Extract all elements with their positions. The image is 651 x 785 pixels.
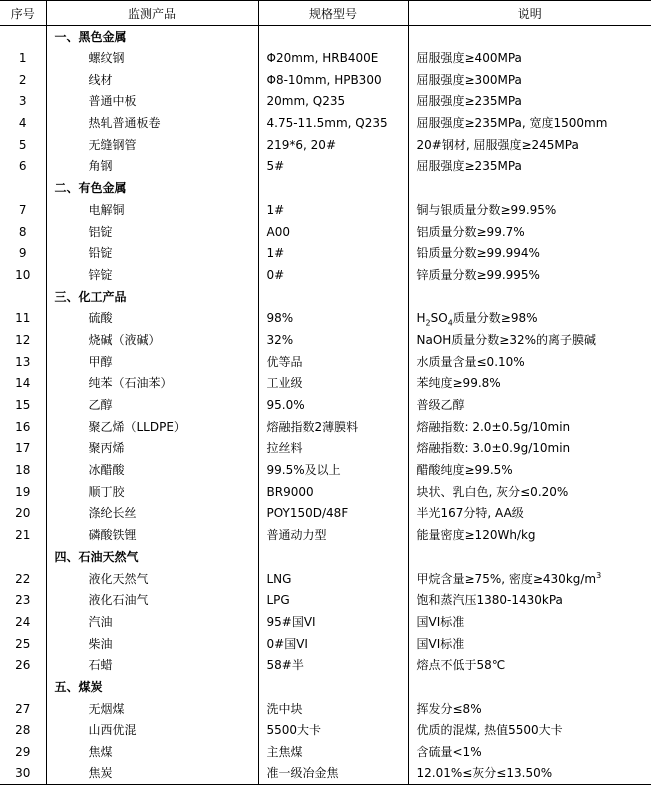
spec-model: 0#国VI <box>258 633 408 655</box>
section-spec-cell <box>258 177 408 199</box>
table-header-row <box>0 1 651 26</box>
spec-model: 1# <box>258 242 408 264</box>
row-number: 10 <box>15 267 31 282</box>
product-name: 螺纹钢 <box>46 47 258 69</box>
description: NaOH质量分数≥32%的离子膜碱 <box>408 329 651 351</box>
section-note-cell <box>408 26 651 48</box>
row-number: 20 <box>15 506 31 521</box>
spec-model: 5500大卡 <box>258 720 408 742</box>
spec-model: LPG <box>258 589 408 611</box>
section-note-cell <box>408 286 651 308</box>
spec-model: 准一级冶金焦 <box>258 763 408 785</box>
description: 含硫量<1% <box>408 741 651 763</box>
table-row <box>0 459 651 481</box>
product-name: 冰醋酸 <box>46 459 258 481</box>
row-number: 22 <box>15 571 31 586</box>
product-name: 顺丁胶 <box>46 481 258 503</box>
row-number: 29 <box>15 745 31 760</box>
product-name: 角钢 <box>46 156 258 178</box>
description: 铜与银质量分数≥99.95% <box>408 199 651 221</box>
table-row <box>0 416 651 438</box>
row-number: 7 <box>18 202 27 217</box>
table-row <box>0 589 651 611</box>
product-name: 无烟煤 <box>46 698 258 720</box>
product-name: 柴油 <box>46 633 258 655</box>
row-number: 11 <box>15 311 31 326</box>
row-number: 15 <box>15 398 31 413</box>
row-number: 21 <box>15 528 31 543</box>
spec-model: 20mm, Q235 <box>258 91 408 113</box>
product-name: 无缝钢管 <box>46 134 258 156</box>
header-no: 序号 <box>0 1 46 26</box>
section-note-cell <box>408 177 651 199</box>
table-row <box>0 720 651 742</box>
row-number: 28 <box>15 723 31 738</box>
section-spec-cell <box>258 26 408 48</box>
description: 熔点不低于58℃ <box>408 654 651 676</box>
section-no-cell <box>0 26 46 48</box>
product-name: 乙醇 <box>46 394 258 416</box>
section-row <box>0 177 651 199</box>
row-number: 23 <box>15 593 31 608</box>
description: 12.01%≤灰分≤13.50% <box>408 763 651 785</box>
row-number: 16 <box>15 419 31 434</box>
row-number: 26 <box>15 658 31 673</box>
row-number: 2 <box>18 72 27 87</box>
table-row <box>0 481 651 503</box>
product-name: 线材 <box>46 69 258 91</box>
spec-model: 219*6, 20# <box>258 134 408 156</box>
section-spec-cell <box>258 676 408 698</box>
table-row <box>0 438 651 460</box>
table-row <box>0 654 651 676</box>
header-note: 说明 <box>408 1 651 26</box>
description: 醋酸纯度≥99.5% <box>408 459 651 481</box>
spec-model: 洗中块 <box>258 698 408 720</box>
section-row <box>0 26 651 48</box>
row-number: 8 <box>18 224 27 239</box>
description: 熔融指数: 2.0±0.5g/10min <box>408 416 651 438</box>
description: 屈服强度≥300MPa <box>408 69 651 91</box>
table-row <box>0 47 651 69</box>
spec-model: 98% <box>258 307 408 329</box>
product-name: 锌锭 <box>46 264 258 286</box>
table-row <box>0 156 651 178</box>
table-row <box>0 351 651 373</box>
row-number: 6 <box>18 159 27 174</box>
description: 饱和蒸汽压1380-1430kPa <box>408 589 651 611</box>
description: 挥发分≤8% <box>408 698 651 720</box>
table-row <box>0 524 651 546</box>
spec-model: Φ20mm, HRB400E <box>258 47 408 69</box>
row-number: 18 <box>15 463 31 478</box>
product-name: 电解铜 <box>46 199 258 221</box>
description: 铅质量分数≥99.994% <box>408 242 651 264</box>
table-row <box>0 264 651 286</box>
description: 水质量含量≤0.10% <box>408 351 651 373</box>
description: 能量密度≥120Wh/kg <box>408 524 651 546</box>
row-number: 12 <box>15 332 31 347</box>
spec-model: 32% <box>258 329 408 351</box>
table-row <box>0 329 651 351</box>
spec-model: 1# <box>258 199 408 221</box>
product-name: 焦炭 <box>46 763 258 785</box>
section-title: 四、石油天然气 <box>46 546 258 568</box>
product-name: 硫酸 <box>46 307 258 329</box>
table-row <box>0 134 651 156</box>
table-row <box>0 568 651 590</box>
row-number: 19 <box>15 484 31 499</box>
row-number: 30 <box>0 763 46 785</box>
row-number: 1 <box>18 51 27 66</box>
description: 块状、乳白色, 灰分≤0.20% <box>408 481 651 503</box>
table-row <box>0 633 651 655</box>
table-row <box>0 741 651 763</box>
table-row <box>0 69 651 91</box>
product-name: 液化天然气 <box>46 568 258 590</box>
description: 苯纯度≥99.8% <box>408 373 651 395</box>
spec-model: Φ8-10mm, HPB300 <box>258 69 408 91</box>
section-spec-cell <box>258 286 408 308</box>
section-no-cell <box>0 286 46 308</box>
row-number: 24 <box>15 614 31 629</box>
product-name: 汽油 <box>46 611 258 633</box>
spec-model: 58#半 <box>258 654 408 676</box>
section-title: 三、化工产品 <box>46 286 258 308</box>
spec-model: 95#国VI <box>258 611 408 633</box>
table-row <box>0 763 651 785</box>
product-name: 烧碱（液碱） <box>46 329 258 351</box>
description: 熔融指数: 3.0±0.9g/10min <box>408 438 651 460</box>
section-no-cell <box>0 676 46 698</box>
table-row <box>0 221 651 243</box>
spec-model: BR9000 <box>258 481 408 503</box>
product-name: 聚丙烯 <box>46 438 258 460</box>
description: 国VI标准 <box>408 611 651 633</box>
section-spec-cell <box>258 546 408 568</box>
row-number: 25 <box>15 636 31 651</box>
section-title: 五、煤炭 <box>46 676 258 698</box>
spec-model: 4.75-11.5mm, Q235 <box>258 112 408 134</box>
spec-model: 主焦煤 <box>258 741 408 763</box>
description: 屈服强度≥235MPa <box>408 156 651 178</box>
description: 优质的混煤, 热值5500大卡 <box>408 720 651 742</box>
table-row <box>0 394 651 416</box>
product-name: 铝锭 <box>46 221 258 243</box>
product-name: 聚乙烯（LLDPE） <box>46 416 258 438</box>
description: 甲烷含量≥75%, 密度$\ge 430kg/m^3$ <box>408 568 651 590</box>
product-name: 热轧普通板卷 <box>46 112 258 134</box>
spec-model: 95.0% <box>258 394 408 416</box>
section-row <box>0 676 651 698</box>
spec-model: LNG <box>258 568 408 590</box>
spec-model: 0# <box>258 264 408 286</box>
header-spec: 规格型号 <box>258 1 408 26</box>
spec-model: 熔融指数2薄膜料 <box>258 416 408 438</box>
table-row <box>0 242 651 264</box>
row-number: 13 <box>15 354 31 369</box>
section-title: 一、黑色金属 <box>46 26 258 48</box>
product-name: 普通中板 <box>46 91 258 113</box>
description: 半光167分特, AA级 <box>408 503 651 525</box>
header-product: 监测产品 <box>46 1 258 26</box>
table-row <box>0 698 651 720</box>
product-name: 磷酸铁锂 <box>46 524 258 546</box>
product-name: 焦煤 <box>46 741 258 763</box>
table-row <box>0 199 651 221</box>
description: 普级乙醇 <box>408 394 651 416</box>
spec-model: 普通动力型 <box>258 524 408 546</box>
description: 20#钢材, 屈服强度≥245MPa <box>408 134 651 156</box>
row-number: 3 <box>18 94 27 109</box>
product-name: 液化石油气 <box>46 589 258 611</box>
spec-model: A00 <box>258 221 408 243</box>
product-name: 纯苯（石油苯） <box>46 373 258 395</box>
section-row <box>0 286 651 308</box>
row-number: 4 <box>18 116 27 131</box>
description: 屈服强度≥235MPa <box>408 91 651 113</box>
section-row <box>0 546 651 568</box>
section-note-cell <box>408 676 651 698</box>
section-no-cell <box>0 546 46 568</box>
product-name: 山西优混 <box>46 720 258 742</box>
spec-model: 拉丝料 <box>258 438 408 460</box>
description: 铝质量分数≥99.7% <box>408 221 651 243</box>
table-body <box>0 26 651 785</box>
spec-model: 优等品 <box>258 351 408 373</box>
table-row <box>0 373 651 395</box>
table-row <box>0 503 651 525</box>
table-row <box>0 307 651 329</box>
description: 锌质量分数≥99.995% <box>408 264 651 286</box>
product-name: 石蜡 <box>46 654 258 676</box>
product-name: 铅锭 <box>46 242 258 264</box>
row-number: 14 <box>15 376 31 391</box>
table-row <box>0 91 651 113</box>
description: 屈服强度≥400MPa <box>408 47 651 69</box>
row-number: 17 <box>15 441 31 456</box>
section-note-cell <box>408 546 651 568</box>
row-number: 5 <box>18 137 27 152</box>
section-no-cell <box>0 177 46 199</box>
row-number: 9 <box>18 246 27 261</box>
description: 屈服强度≥235MPa, 宽度1500mm <box>408 112 651 134</box>
spec-model: 99.5%及以上 <box>258 459 408 481</box>
product-name: 甲醇 <box>46 351 258 373</box>
spec-model: 5# <box>258 156 408 178</box>
product-name: 涤纶长丝 <box>46 503 258 525</box>
spec-model: POY150D/48F <box>258 503 408 525</box>
spec-model: 工业级 <box>258 373 408 395</box>
section-title: 二、有色金属 <box>46 177 258 199</box>
description: $H_2SO_4$质量分数≥98% <box>408 307 651 329</box>
table-row <box>0 112 651 134</box>
description: 国VI标准 <box>408 633 651 655</box>
table-row <box>0 611 651 633</box>
row-number: 27 <box>15 701 31 716</box>
